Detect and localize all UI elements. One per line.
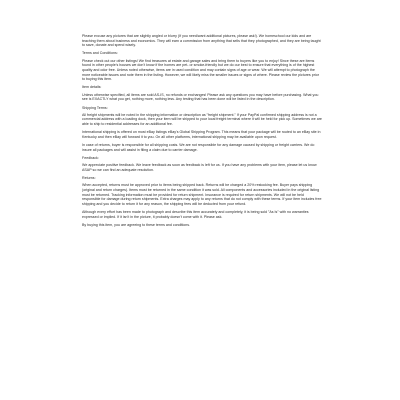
terms-heading: Terms and Conditions:	[82, 51, 118, 56]
as-is-disclaimer-paragraph: Although every effort has been made to photograph and describe this item accurately and completely, it is being sold "As Is" with no warranties expressed or implied. If it isn't in the picture, it probably doesn't come with it. Please ask.	[82, 209, 309, 219]
item-details-paragraph: Unless otherwise specified, all items are sold AS-IS, no refunds or exchanges! Please ask any questions you may have before purchasing. What you see is EXACTLY what you get, nothing more, nothing less. Any testing that has been done will be listed in the description.	[82, 92, 319, 102]
terms-paragraph: Please check out our other listings! We find treasures at estate and garage sales and bring them to buyers like you to enjoy! Since these are items found in other people's houses we don't know if the homes are pet- or smoke-friendly but we do our best to ensure that everything is of the highest quality and odor free. Unless noted otherwise, items are in used condition and may contain signs of age or wear. We will attempt to photograph the more noticeable issues and note them in the listing. However, we will likely miss the smaller issues or signs of where. Please review the pictures prior to buying this item.	[82, 58, 319, 82]
returns-policy-paragraph: When accepted, returns must be approved prior to items being shipped back. Returns will be charged a 20% restocking fee. Buyer pays shipping (original and return charges). Items must be returned in the same condition it was sold. All components and accessories included in the original listing must be returned. Tracking information must be provided for return shipment. Insurance is required for return shipments. We will not be held responsible for damage during return shipments. Extra charges may apply to any returns that do not comply with these terms. If your item includes free shipping and you decide to return it for any reason, the shipping fees will be deducted from your refund.	[82, 183, 322, 206]
feedback-heading: Feedback:	[82, 155, 99, 160]
item-details-heading: Item details:	[82, 85, 102, 90]
shipping-returns-cost-paragraph: In case of returns, buyer is responsible for all shipping costs. We are not responsible for any damage caused by shipping or freight carriers. We do insure all packages and will assist in filing a claim due to carrier damage.	[82, 143, 315, 152]
shipping-freight-paragraph: All freight shipments will be noted in the shipping information or description as "freight shipment." If your PayPal confirmed shipping address is not a commercial address with a loading dock, then your item will be shipped to your local freight terminal where it will be held for pick up. Sometimes we are able to ship to residential addresses for an additional fee.	[82, 112, 322, 127]
feedback-paragraph: We appreciate positive feedback. We leave feedback as soon as feedback is left for us. If you have any problems with your item, please let us know ASAP so we can find an adequate resolution.	[82, 163, 317, 172]
policy-document	[82, 34, 322, 231]
shipping-international-paragraph: International shipping is offered on most eBay listings eBay's Global Shipping Program. This means that your package will be routed to an eBay site in Kentucky and then eBay will forward it to you. On all other platforms, international shipping may be available upon request.	[82, 130, 321, 139]
returns-heading: Returns:	[82, 176, 96, 180]
intro-paragraph: Please excuse any pictures that are slightly angled or blurry (If you need/want additional pictures, please ask!). We homeschool our kids and are teaching them about business and economics. They will earn a commission from anything that sells that they photographed, and they are being taught to save, donate and spend wisely.	[82, 34, 321, 48]
closing-paragraph: By buying this item, you are agreeing to these terms and conditions.	[82, 222, 191, 227]
shipping-terms-heading: Shipping Terms:	[82, 105, 108, 110]
